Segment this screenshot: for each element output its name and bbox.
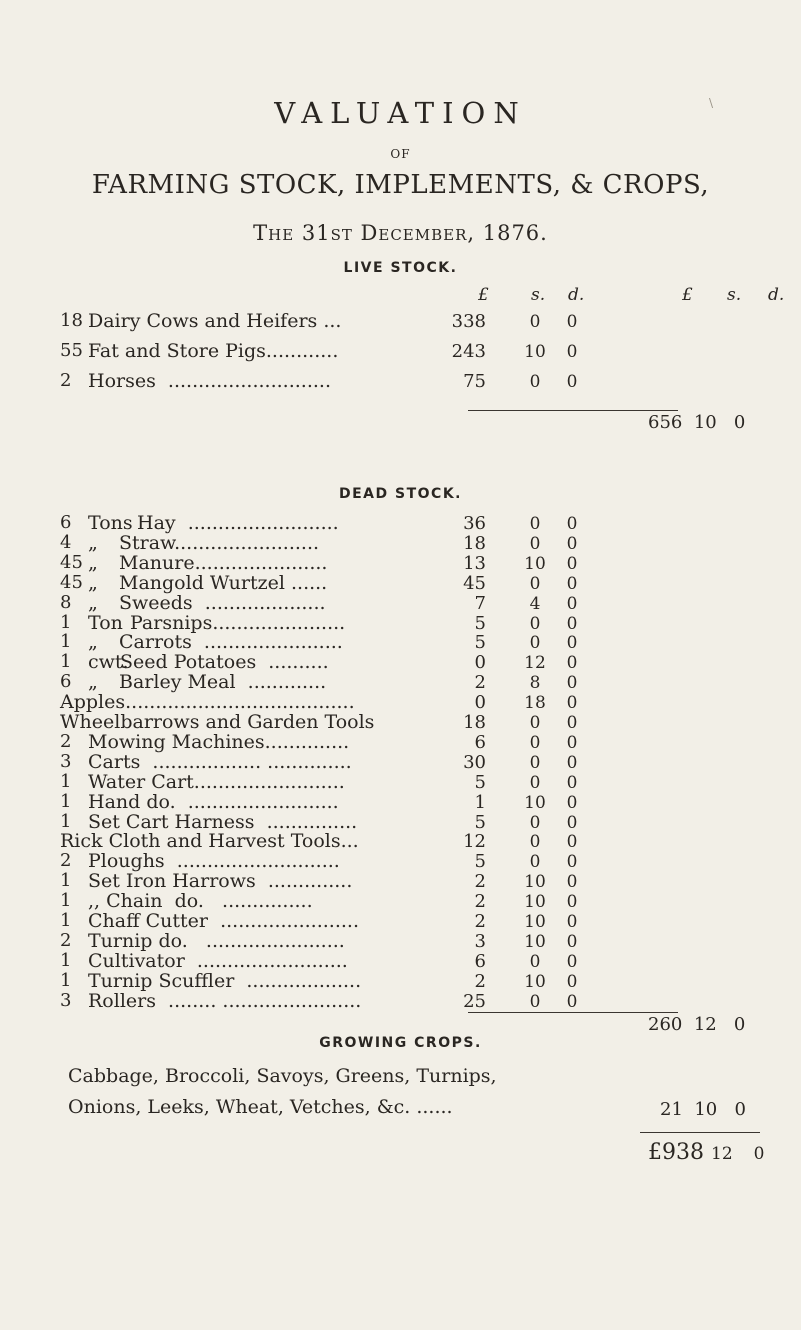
quantity: 18 [60,310,83,331]
item-label: Turnip Scuffler ................... [88,969,362,992]
amount-shillings: 10 [524,931,546,952]
amount-pence: 0 [566,912,578,932]
amount-shillings: 10 [524,553,546,574]
quantity: 1 [60,651,72,673]
amount-pence: 0 [566,752,578,773]
live-total-shillings: 10 [693,412,717,433]
unit: „ [88,531,98,554]
item-label: Cultivator ......................... [88,949,348,972]
live-stock-rule [468,410,678,411]
live-total-pence: 0 [733,412,746,433]
quantity: 1 [60,890,72,912]
unit: Ton [88,611,123,634]
quantity: 1 [60,969,72,991]
growing-crops-heading: GROWING CROPS. [319,1035,482,1051]
amount-pounds: 18 [463,532,486,554]
amount-pence: 0 [566,573,578,594]
amount-shillings: 0 [529,991,541,1012]
header-pound-2: £ [682,285,693,305]
document-subtitle: FARMING STOCK, IMPLEMENTS, & CROPS, [91,170,710,200]
amount-pence: 0 [566,633,578,654]
quantity: 1 [60,810,72,832]
header-pence-1: d. [568,285,585,305]
quantity: 3 [60,989,72,1011]
amount-pence: 0 [566,832,578,853]
item-label: Sweeds .................... [119,591,326,614]
quantity: 45 [60,551,83,573]
item-label: Mangold Wurtzel ...... [119,571,328,594]
amount-pounds: 2 [474,911,486,932]
dead-total-shillings: 12 [693,1014,717,1035]
item-label: Carrots ....................... [119,631,343,654]
unit: Tons [88,512,133,534]
quantity: 2 [60,730,72,752]
amount-pounds: 2 [474,672,486,694]
amount-shillings: 0 [529,752,541,773]
item-label: Straw........................ [119,531,320,554]
item-label: Set Cart Harness ............... [88,810,358,833]
amount-pence: 0 [566,931,578,952]
quantity: 1 [60,631,72,653]
dead-total-pence: 0 [733,1014,746,1035]
amount-pence: 0 [566,991,578,1012]
amount-shillings: 0 [529,951,541,972]
growing-crops-total [660,1099,746,1120]
amount-pounds: 18 [463,712,486,733]
grand-total-pence: 0 [753,1144,765,1164]
amount-pence: 0 [566,673,578,694]
amount-shillings: 0 [529,713,541,733]
amount-pence: 0 [566,812,578,833]
amount-pounds: 13 [463,552,486,574]
amount-pounds: 5 [474,632,486,654]
amount-shillings: 18 [524,693,546,714]
amount-pence: 0 [566,553,578,574]
amount-pence: 0 [566,792,578,813]
amount-pence: 0 [566,372,578,392]
header-pence-2: d. [768,285,785,305]
unit: „ [88,591,98,614]
item-label: Ploughs ........................... [88,850,340,873]
live-stock-heading: LIVE STOCK. [343,260,458,276]
item-label: Barley Meal ............. [119,671,327,694]
amount-shillings: 10 [524,792,546,813]
grand-total-rule [640,1132,760,1133]
item-label: Rick Cloth and Harvest Tools... [60,830,359,853]
header-shilling-1: s. [531,285,546,305]
item-label: Dairy Cows and Heifers ... [88,310,342,332]
amount-pounds: 0 [474,652,486,674]
quantity: 3 [60,750,72,772]
amount-pence: 0 [566,713,578,733]
amount-pence: 0 [566,653,578,674]
amount-shillings: 0 [529,372,541,392]
amount-shillings: 4 [529,593,541,614]
amount-pence: 0 [566,593,578,614]
amount-pounds: 45 [463,572,486,594]
amount-pounds: 0 [474,692,486,714]
amount-pence: 0 [566,951,578,972]
document-date: The 31st December, 1876. [253,221,548,245]
item-label: Rollers ........ ....................... [88,989,362,1012]
amount-pounds: 75 [463,371,486,392]
amount-shillings: 0 [529,732,541,753]
amount-pence: 0 [566,892,578,913]
amount-pence: 0 [566,312,578,332]
growing-total-pence: 0 [734,1099,746,1120]
amount-pounds: 2 [474,970,486,992]
amount-shillings: 0 [529,514,541,534]
unit: cwt. [88,651,129,674]
quantity: 6 [60,671,72,693]
amount-pounds: 338 [451,311,486,332]
amount-shillings: 0 [529,633,541,654]
amount-pence: 0 [566,693,578,714]
amount-shillings: 0 [529,573,541,594]
amount-shillings: 10 [524,971,546,992]
amount-pence: 0 [566,872,578,893]
live_stock-row [0,370,801,400]
unit: „ [88,631,98,654]
item-label: Hand do. ......................... [88,790,339,813]
header-shilling-2: s. [727,285,742,305]
amount-pence: 0 [566,533,578,554]
growing-total-shillings: 10 [694,1099,718,1120]
grand-total-pounds: £938 [648,1140,704,1165]
dead-stock-total [648,1014,745,1035]
item-label: Hay ......................... [137,512,339,534]
amount-pounds: 36 [463,513,486,534]
document-title: VALUATION [274,96,527,130]
quantity: 1 [60,910,72,931]
amount-shillings: 0 [529,772,541,793]
growing-crops-line-2: Onions, Leeks, Wheat, Vetches, &c. ...... [68,1096,453,1118]
amount-pence: 0 [566,971,578,992]
amount-shillings: 10 [524,342,546,362]
item-label: Carts .................. .............. [88,750,352,773]
quantity: 45 [60,571,83,593]
dead-stock-rule [468,1012,678,1013]
growing-total-pounds: 21 [660,1099,683,1120]
amount-pounds: 1 [474,791,486,813]
amount-pounds: 6 [474,950,486,972]
dead-stock-heading: DEAD STOCK. [339,486,462,502]
item-label: Chaff Cutter ....................... [88,910,360,932]
amount-shillings: 0 [529,832,541,853]
amount-shillings: 0 [529,852,541,873]
item-label: ,, Chain do. ............... [88,890,313,913]
quantity: 55 [60,340,83,361]
amount-pence: 0 [566,852,578,873]
growing-crops-line-1: Cabbage, Broccoli, Savoys, Greens, Turnips, [68,1065,497,1087]
amount-pounds: 25 [463,990,486,1012]
live_stock-row [0,310,801,340]
item-label: Parsnips...................... [130,611,346,634]
amount-pounds: 7 [474,592,486,614]
amount-shillings: 8 [529,673,541,694]
amount-pounds: 2 [474,891,486,913]
quantity: 8 [60,591,72,613]
amount-pounds: 5 [474,771,486,793]
amount-shillings: 0 [529,312,541,332]
amount-pounds: 243 [451,341,486,362]
amount-shillings: 10 [524,912,546,932]
unit: „ [88,551,98,574]
quantity: 2 [60,370,72,391]
title-of: OF [390,147,411,161]
amount-pounds: 5 [474,811,486,833]
amount-pounds: 5 [474,612,486,634]
amount-shillings: 0 [529,533,541,554]
live-total-pounds: 656 [648,412,683,433]
item-label: Wheelbarrows and Garden Tools [60,711,375,733]
amount-shillings: 10 [524,872,546,893]
amount-pounds: 6 [474,731,486,753]
amount-pence: 0 [566,514,578,534]
header-pound-1: £ [478,285,489,305]
amount-shillings: 12 [524,653,546,674]
quantity: 4 [60,531,72,553]
amount-pounds: 2 [474,871,486,893]
quantity: 1 [60,611,72,633]
live_stock-row [0,340,801,370]
quantity: 1 [60,949,72,971]
grand-total-shillings: 12 [711,1144,733,1164]
amount-pence: 0 [566,613,578,634]
quantity: 1 [60,790,72,812]
item-label: Turnip do. ....................... [88,929,345,952]
amount-shillings: 0 [529,812,541,833]
item-label: Seed Potatoes .......... [120,651,329,674]
amount-shillings: 0 [529,613,541,634]
quantity: 2 [60,850,72,872]
amount-shillings: 10 [524,892,546,913]
unit: „ [88,571,98,594]
quantity: 1 [60,870,72,892]
item-label: Horses ........................... [88,370,331,392]
grand-total [648,1140,764,1165]
item-label: Manure...................... [119,551,328,574]
amount-pence: 0 [566,342,578,362]
amount-pounds: 30 [463,751,486,773]
item-label: Mowing Machines.............. [88,730,350,753]
amount-pence: 0 [566,732,578,753]
quantity: 2 [60,929,72,951]
live-stock-total [648,412,745,433]
amount-pence: 0 [566,772,578,793]
amount-pounds: 3 [474,930,486,952]
dead-total-pounds: 260 [648,1014,683,1035]
item-label: Set Iron Harrows .............. [88,870,353,893]
amount-pounds: 12 [463,831,486,853]
item-label: Apples...................................... [60,691,355,714]
quantity: 6 [60,512,72,533]
margin-mark: \ [709,96,714,110]
unit: „ [88,671,98,694]
item-label: Water Cart......................... [88,770,345,793]
quantity: 1 [60,770,72,792]
item-label: Fat and Store Pigs............ [88,340,339,362]
amount-pounds: 5 [474,851,486,873]
